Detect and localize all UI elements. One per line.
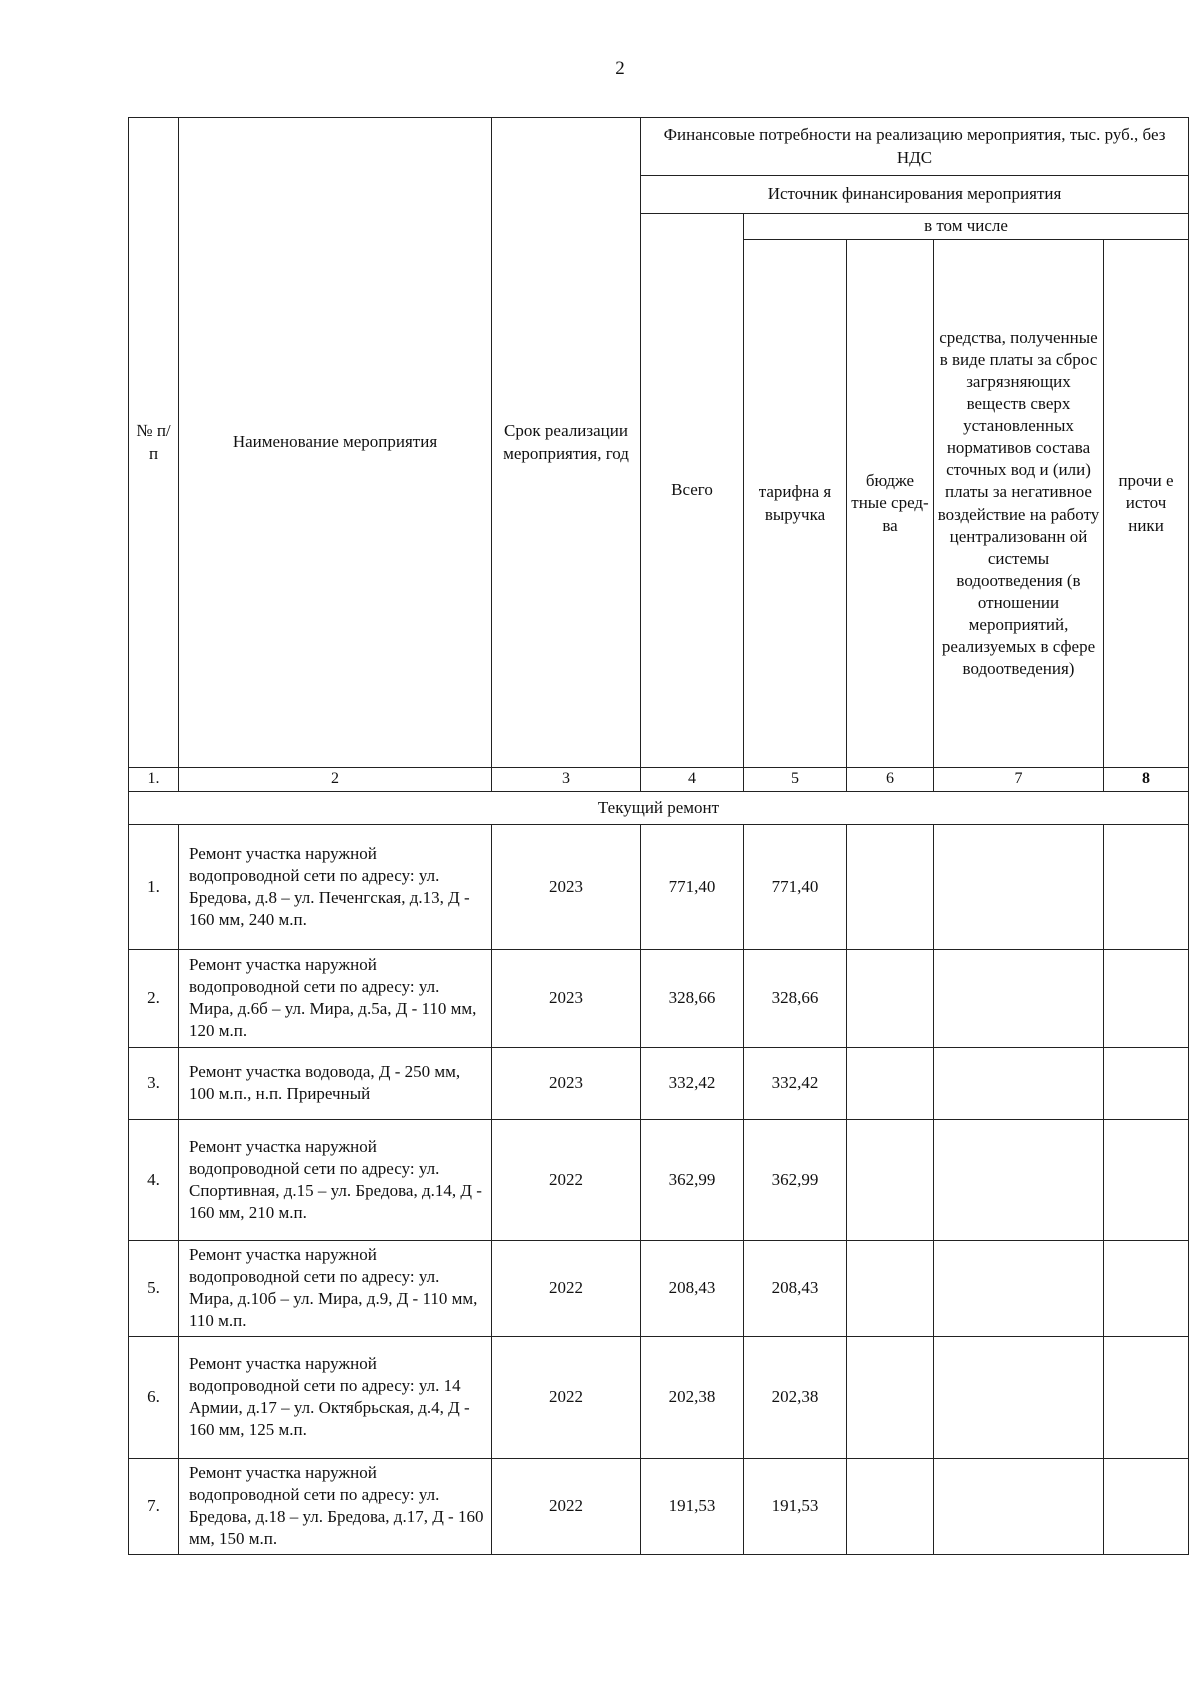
row-num: 5.: [129, 1240, 179, 1336]
row-num: 7.: [129, 1458, 179, 1554]
row-year: 2023: [492, 949, 641, 1047]
column-index-row: [129, 768, 1189, 792]
column-index: 4: [641, 768, 744, 792]
row-year: 2022: [492, 1336, 641, 1458]
table-row: [129, 1336, 1189, 1458]
header-including: в том числе: [744, 214, 1189, 240]
row-fees: [934, 1336, 1104, 1458]
table-row: [129, 1458, 1189, 1554]
column-index: 3: [492, 768, 641, 792]
table-row: [129, 949, 1189, 1047]
row-budget: [847, 824, 934, 949]
row-num: 2.: [129, 949, 179, 1047]
row-other: [1104, 824, 1189, 949]
row-other: [1104, 1047, 1189, 1119]
column-index: 1.: [129, 768, 179, 792]
table-row: [129, 824, 1189, 949]
column-index: 5: [744, 768, 847, 792]
row-num: 4.: [129, 1119, 179, 1240]
row-total: 328,66: [641, 949, 744, 1047]
row-budget: [847, 1458, 934, 1554]
row-other: [1104, 1458, 1189, 1554]
row-fees: [934, 1047, 1104, 1119]
row-tariff: 191,53: [744, 1458, 847, 1554]
row-name: Ремонт участка наружной водопроводной сети по адресу: ул. Бредова, д.8 – ул. Печенгская, д.13, Д - 160 мм, 240 м.п.: [179, 824, 492, 949]
header-other: прочи е источ ники: [1104, 240, 1189, 768]
row-num: 6.: [129, 1336, 179, 1458]
row-year: 2023: [492, 824, 641, 949]
row-name: Ремонт участка наружной водопроводной сети по адресу: ул. Спортивная, д.15 – ул. Бредова, д.14, Д - 160 мм, 210 м.п.: [179, 1119, 492, 1240]
row-budget: [847, 1047, 934, 1119]
row-tariff: 362,99: [744, 1119, 847, 1240]
row-total: 332,42: [641, 1047, 744, 1119]
row-fees: [934, 949, 1104, 1047]
row-other: [1104, 1336, 1189, 1458]
header-term: Срок реализации мероприятия, год: [492, 118, 641, 768]
row-budget: [847, 1119, 934, 1240]
header-source: Источник финансирования мероприятия: [641, 176, 1189, 214]
column-index: 6: [847, 768, 934, 792]
row-name: Ремонт участка наружной водопроводной сети по адресу: ул. Бредова, д.18 – ул. Бредова, д.17, Д - 160 мм, 150 м.п.: [179, 1458, 492, 1554]
row-tariff: 332,42: [744, 1047, 847, 1119]
row-total: 208,43: [641, 1240, 744, 1336]
header-fees: средства, полученные в виде платы за сброс загрязняющих веществ сверх установленных нормативов состава сточных вод и (или) платы за негативное воздействие на работу централизованн ой системы водоотведения (в отношении мероприятий, реализуемых в сфере водоотведения): [934, 240, 1104, 768]
section-title: Текущий ремонт: [129, 791, 1189, 824]
header-total: Всего: [641, 214, 744, 768]
row-total: 771,40: [641, 824, 744, 949]
row-other: [1104, 949, 1189, 1047]
column-index: 8: [1104, 768, 1189, 792]
row-name: Ремонт участка наружной водопроводной сети по адресу: ул. 14 Армии, д.17 – ул. Октябрьская, д.4, Д - 160 мм, 125 м.п.: [179, 1336, 492, 1458]
header-finance: Финансовые потребности на реализацию мероприятия, тыс. руб., без НДС: [641, 118, 1189, 176]
row-total: 202,38: [641, 1336, 744, 1458]
column-index: 2: [179, 768, 492, 792]
row-budget: [847, 949, 934, 1047]
row-year: 2022: [492, 1240, 641, 1336]
row-name: Ремонт участка наружной водопроводной сети по адресу: ул. Мира, д.6б – ул. Мира, д.5а, Д - 110 мм, 120 м.п.: [179, 949, 492, 1047]
row-fees: [934, 1240, 1104, 1336]
row-year: 2022: [492, 1458, 641, 1554]
row-year: 2023: [492, 1047, 641, 1119]
row-fees: [934, 824, 1104, 949]
column-index: 7: [934, 768, 1104, 792]
row-name: Ремонт участка наружной водопроводной сети по адресу: ул. Мира, д.10б – ул. Мира, д.9, Д - 110 мм, 110 м.п.: [179, 1240, 492, 1336]
header-tariff: тарифна я выручка: [744, 240, 847, 768]
row-budget: [847, 1240, 934, 1336]
row-tariff: 202,38: [744, 1336, 847, 1458]
row-tariff: 208,43: [744, 1240, 847, 1336]
row-num: 1.: [129, 824, 179, 949]
table-row: [129, 1047, 1189, 1119]
header-num: № п/п: [129, 118, 179, 768]
row-total: 191,53: [641, 1458, 744, 1554]
row-tariff: 328,66: [744, 949, 847, 1047]
row-name: Ремонт участка водовода, Д - 250 мм, 100 м.п., н.п. Приречный: [179, 1047, 492, 1119]
row-budget: [847, 1336, 934, 1458]
row-num: 3.: [129, 1047, 179, 1119]
row-tariff: 771,40: [744, 824, 847, 949]
table-row: [129, 1119, 1189, 1240]
page-number: 2: [615, 58, 625, 79]
financing-table: [128, 117, 1189, 1555]
row-fees: [934, 1458, 1104, 1554]
header-name: Наименование мероприятия: [179, 118, 492, 768]
row-year: 2022: [492, 1119, 641, 1240]
row-fees: [934, 1119, 1104, 1240]
header-budget: бюдже тные сред-ва: [847, 240, 934, 768]
row-total: 362,99: [641, 1119, 744, 1240]
row-other: [1104, 1240, 1189, 1336]
row-other: [1104, 1119, 1189, 1240]
table-row: [129, 1240, 1189, 1336]
